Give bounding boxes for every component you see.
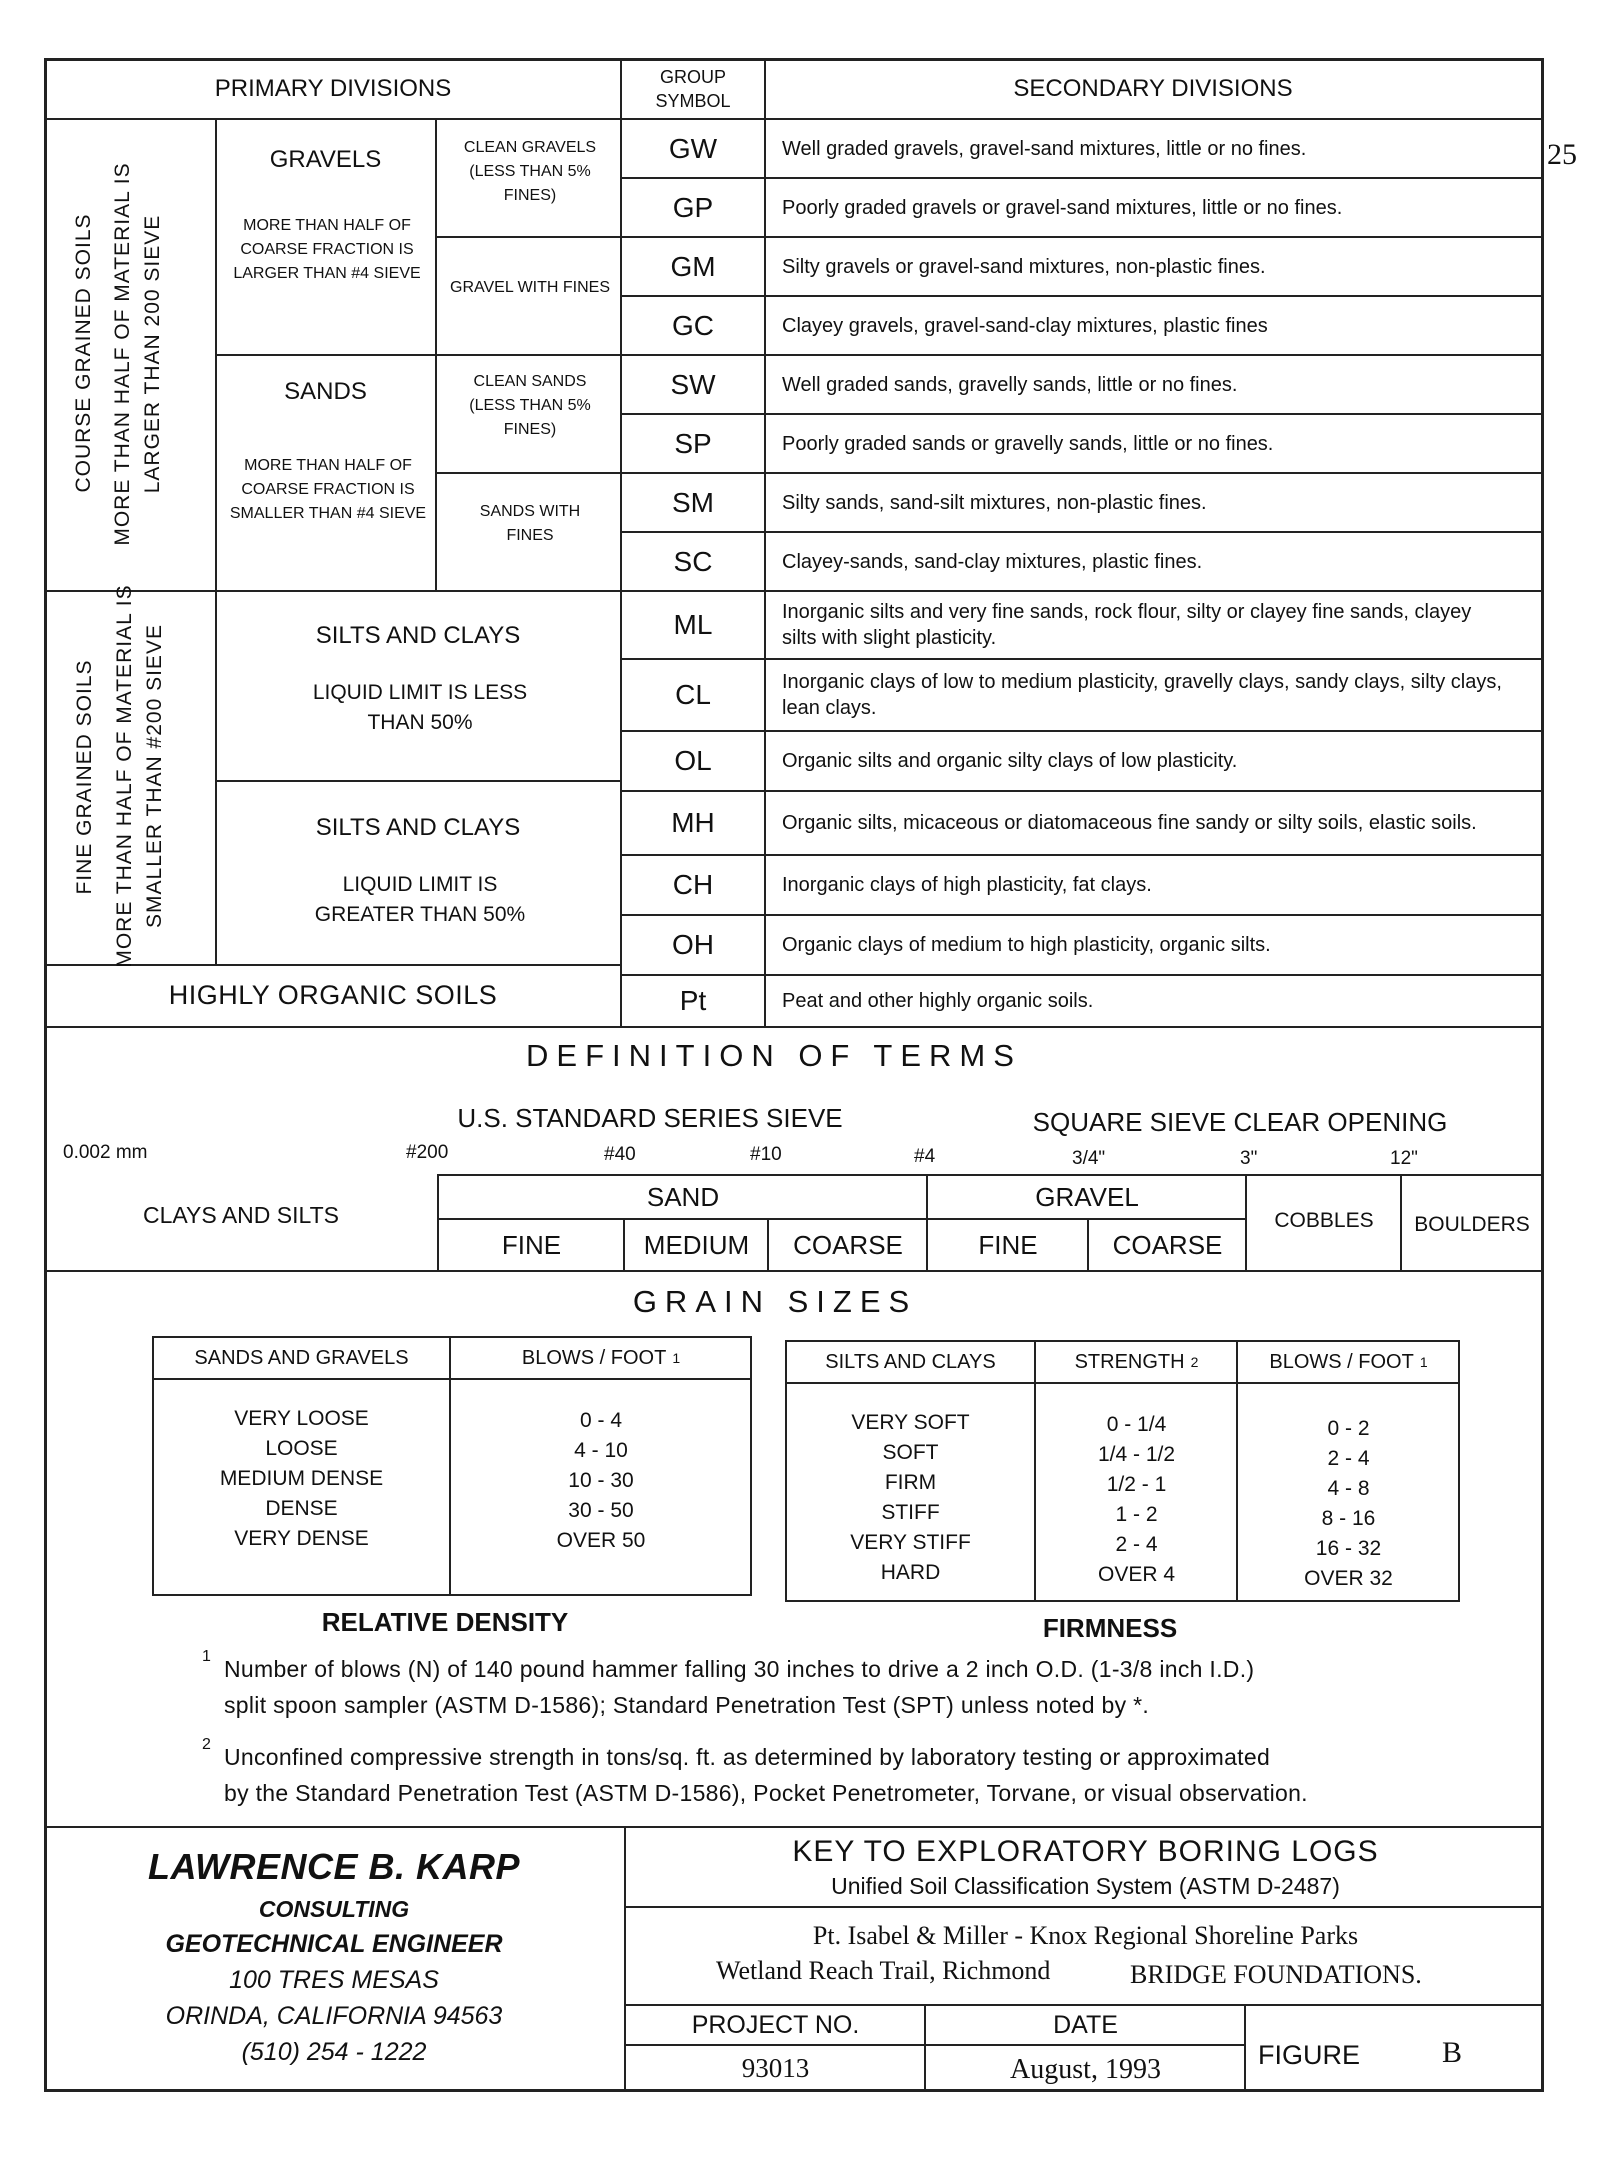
list-item: 8 - 16 [1321,1507,1376,1530]
sieve-mark-12in: 12" [1390,1148,1418,1169]
footnote-2-mark: 2 [202,1736,211,1753]
divider [215,118,217,964]
coarse-grained-sublabel-text: MORE THAN HALF OF MATERIAL IS LARGER THAN 200 SIEVE [111,162,164,546]
description-gw: Well graded gravels, gravel-sand mixtures, little or no fines. [782,137,1307,160]
project-no-value: 93013 [741,2052,810,2083]
silts-clays-high-title: SILTS AND CLAYS [315,814,521,841]
title-block-title: KEY TO EXPLORATORY BORING LOGS [792,1835,1379,1868]
company-line-engineer: GEOTECHNICAL ENGINEER [165,1930,503,1958]
divider [764,58,766,1026]
divider [1244,2004,1246,2092]
divider [1034,1340,1036,1602]
divider [1087,1218,1089,1270]
list-item: 0 - 4 [579,1409,623,1432]
list-item: 30 - 50 [568,1499,634,1522]
density-header-blows [452,1338,750,1378]
symbol-gm: GM [670,250,716,282]
sieve-mark-0-002mm: 0.002 mm [63,1142,148,1163]
company-name: LAWRENCE B. KARP [147,1846,520,1887]
description-gc: Clayey gravels, gravel-sand-clay mixtures, plastic fines [782,314,1268,337]
divider [767,1218,769,1270]
gravel-with-fines: GRAVEL WITH FINES [450,279,611,296]
sands-title: SANDS [284,378,367,405]
page-number: 25 [1547,138,1577,171]
divider [924,2004,926,2092]
list-item: 1 - 2 [1115,1503,1158,1526]
firmness-header-strength [1037,1342,1236,1382]
highly-organic-soils: HIGHLY ORGANIC SOILS [168,979,498,1010]
company-line-city: ORINDA, CALIFORNIA 94563 [165,2002,503,2030]
description-sw: Well graded sands, gravelly sands, little or no fines. [782,373,1238,396]
description-oh: Organic clays of medium to high plasticity, organic silts. [782,934,1271,956]
list-item: SOFT [882,1441,939,1464]
silts-clays-high-note: LIQUID LIMIT IS GREATER THAN 50% [314,873,526,926]
divider [215,780,620,782]
symbol-pt: Pt [679,985,707,1016]
symbol-sw: SW [670,368,716,400]
company-line-consulting: CONSULTING [258,1896,410,1922]
date-value: August, 1993 [1010,2054,1161,2085]
definition-of-terms-title: DEFINITION OF TERMS [526,1038,1022,1073]
date-label: DATE [1053,2010,1118,2039]
symbol-ol: OL [674,745,712,776]
firmness-header-blows-text: BLOWS / FOOT [1269,1350,1414,1373]
density-header-blows-text: BLOWS / FOOT [521,1346,667,1369]
divider [44,1826,1544,1828]
symbol-ch: CH [672,869,714,900]
list-item: VERY DENSE [234,1527,369,1550]
sieve-mark-10: #10 [750,1144,782,1165]
sieve-mark-200: #200 [406,1142,449,1163]
symbol-gc: GC [672,309,714,341]
figure-label: FIGURE [1258,2040,1361,2070]
divider [1400,1174,1402,1270]
company-line-address: 100 TRES MESAS [229,1966,439,1994]
symbol-ml: ML [673,609,713,640]
firmness-header-strength-sup: 2 [1190,1354,1199,1370]
header-secondary-divisions: SECONDARY DIVISIONS [1013,75,1293,102]
symbol-sc: SC [673,545,713,577]
sand-medium: MEDIUM [643,1230,750,1260]
clays-and-silts: CLAYS AND SILTS [143,1202,339,1228]
grain-sizes-title: GRAIN SIZES [632,1284,918,1319]
list-item: 2 - 4 [1115,1533,1158,1556]
clean-gravels: CLEAN GRAVELS (LESS THAN 5% FINES) [463,139,597,204]
list-item: VERY STIFF [850,1531,971,1554]
relative-density-caption: RELATIVE DENSITY [321,1606,569,1637]
description-pt: Peat and other highly organic soils. [782,990,1094,1012]
project-line-1: Pt. Isabel & Miller - Knox Regional Shoreline Parks [812,1921,1359,1950]
header-group-symbol: GROUP SYMBOL [655,67,731,111]
list-item: HARD [880,1561,941,1584]
header-primary-divisions: PRIMARY DIVISIONS [214,75,452,102]
list-item: 4 - 10 [574,1439,628,1462]
list-item: OVER 4 [1097,1563,1176,1586]
footnote-1-line-2: split spoon sampler (ASTM D-1586); Standard Penetration Test (SPT) unless noted by *. [224,1692,1150,1718]
fine-grained-sublabel [110,576,170,976]
us-standard-sieve-label: U.S. STANDARD SERIES SIEVE [457,1103,843,1133]
firmness-header-blows [1239,1342,1458,1382]
firmness-caption: FIRMNESS [1042,1612,1178,1643]
list-item: LOOSE [265,1437,338,1460]
gravels-title: GRAVELS [269,146,382,173]
list-item: 1/4 - 1/2 [1097,1443,1176,1466]
firmness-header-strength-text: STRENGTH [1074,1350,1185,1373]
coarse-grained-sublabel [108,144,168,564]
gravel-fine: FINE [978,1230,1038,1260]
list-item: 16 - 32 [1315,1537,1382,1560]
divider [437,1174,439,1270]
sieve-mark-3in: 3" [1240,1148,1258,1169]
gravel-label: GRAVEL [1035,1182,1139,1212]
project-no-label: PROJECT NO. [691,2010,860,2039]
divider [1245,1174,1247,1270]
company-line-phone: (510) 254 - 1222 [241,2038,427,2066]
description-sp: Poorly graded sands or gravelly sands, little or no fines. [782,432,1274,455]
firmness-header-blows-sup: 1 [1419,1354,1428,1370]
square-sieve-label: SQUARE SIEVE CLEAR OPENING [1032,1107,1448,1137]
divider [1236,1340,1238,1602]
firmness-blows [1239,1414,1458,1594]
footnote-2-line-1: Unconfined compressive strength in tons/sq. ft. as determined by laboratory testing or approximated [224,1744,1271,1770]
description-sc: Clayey-sands, sand-clay mixtures, plastic fines. [782,550,1203,573]
density-header-sands-gravels: SANDS AND GRAVELS [194,1346,409,1369]
sands-with-fines: SANDS WITH FINES [479,503,581,544]
list-item: STIFF [881,1501,940,1524]
symbol-oh: OH [672,929,714,960]
symbol-sm: SM [672,486,714,518]
sand-label: SAND [646,1182,720,1212]
list-item: 4 - 8 [1327,1477,1370,1500]
sieve-mark-4: #4 [914,1146,936,1167]
list-item: 1/2 - 1 [1106,1473,1167,1496]
firmness-strength [1037,1410,1236,1590]
list-item: OVER 32 [1304,1567,1393,1590]
footnote-2-line-2: by the Standard Penetration Test (ASTM D-1586), Pocket Penetrometer, Torvane, or visual observation. [224,1780,1308,1806]
list-item: VERY LOOSE [234,1407,369,1430]
footnote-1-line-1: Number of blows (N) of 140 pound hammer falling 30 inches to drive a 2 inch O.D. (1-3/8 inch I.D.) [224,1656,1255,1682]
firmness-names [787,1408,1034,1588]
divider [624,1826,626,2092]
sand-coarse: COARSE [793,1230,903,1260]
description-ol: Organic silts and organic silty clays of low plasticity. [782,750,1238,772]
sands-note: MORE THAN HALF OF COARSE FRACTION IS SMALLER THAN #4 SIEVE [229,457,427,522]
project-line-2b: BRIDGE FOUNDATIONS. [1130,1960,1422,1989]
list-item: 0 - 1/4 [1106,1413,1167,1436]
list-item: FIRM [884,1471,937,1494]
symbol-sp: SP [674,427,712,459]
silts-clays-low-note: LIQUID LIMIT IS LESS THAN 50% [312,681,528,734]
symbol-gp: GP [672,191,714,223]
density-header-blows-sup: 1 [672,1350,681,1366]
description-sm: Silty sands, sand-silt mixtures, non-plastic fines. [782,491,1207,514]
description-mh: Organic silts, micaceous or diatomaceous fine sandy or silty soils, elastic soils. [782,812,1477,834]
list-item: 2 - 4 [1327,1447,1370,1470]
fine-grained-label: FINE GRAINED SOILS [73,659,96,895]
divider [785,1382,1460,1384]
firmness-header-silts-clays: SILTS AND CLAYS [825,1350,996,1373]
list-item: DENSE [265,1497,338,1520]
divider [435,236,620,238]
footnote-1-mark: 1 [202,1648,211,1665]
description-ml: Inorganic silts and very fine sands, rock flour, silty or clayey fine sands, clayey silts with slight plasticity. [782,601,1472,649]
gravels-note: MORE THAN HALF OF COARSE FRACTION IS LARGER THAN #4 SIEVE [233,217,421,282]
list-item: 0 - 2 [1327,1417,1370,1440]
title-block-subtitle: Unified Soil Classification System (ASTM D-2487) [831,1872,1340,1899]
sieve-mark-3-4in: 3/4" [1072,1148,1106,1169]
fine-grained-sublabel-text: MORE THAN HALF OF MATERIAL IS SMALLER THAN #200 SIEVE [113,584,166,968]
description-gp: Poorly graded gravels or gravel-sand mixtures, little or no fines. [782,196,1343,219]
divider [215,354,620,356]
symbol-mh: MH [671,807,715,838]
sieve-mark-40: #40 [604,1144,636,1165]
cobbles: COBBLES [1274,1209,1374,1232]
coarse-grained-label: COURSE GRAINED SOILS [72,213,95,493]
density-blows [452,1406,750,1556]
list-item: MEDIUM DENSE [219,1467,384,1490]
figure-value: B [1442,2036,1463,2069]
silts-clays-low-title: SILTS AND CLAYS [315,622,521,649]
divider [152,1378,752,1380]
description-cl: Inorganic clays of low to medium plasticity, gravelly clays, sandy clays, silty clays, lean clays. [782,671,1502,719]
description-gm: Silty gravels or gravel-sand mixtures, non-plastic fines. [782,255,1266,278]
list-item: 10 - 30 [568,1469,634,1492]
density-names [154,1404,449,1554]
divider [44,1026,1544,1028]
company-logo-text [60,1846,608,2070]
gravel-coarse: COARSE [1112,1230,1223,1260]
divider [44,1270,1544,1272]
divider [449,1336,451,1596]
list-item: OVER 50 [556,1529,646,1552]
symbol-gw: GW [668,132,718,164]
symbol-cl: CL [675,679,711,710]
clean-sands: CLEAN SANDS (LESS THAN 5% FINES) [469,373,591,438]
divider [624,1906,1544,1908]
description-ch: Inorganic clays of high plasticity, fat clays. [782,874,1152,896]
divider [926,1174,928,1270]
divider [435,472,620,474]
boulders: BOULDERS [1414,1213,1530,1236]
sand-fine: FINE [501,1230,562,1260]
divider [623,1218,625,1270]
project-line-2a: Wetland Reach Trail, Richmond [716,1956,1051,1985]
list-item: VERY SOFT [851,1411,970,1434]
